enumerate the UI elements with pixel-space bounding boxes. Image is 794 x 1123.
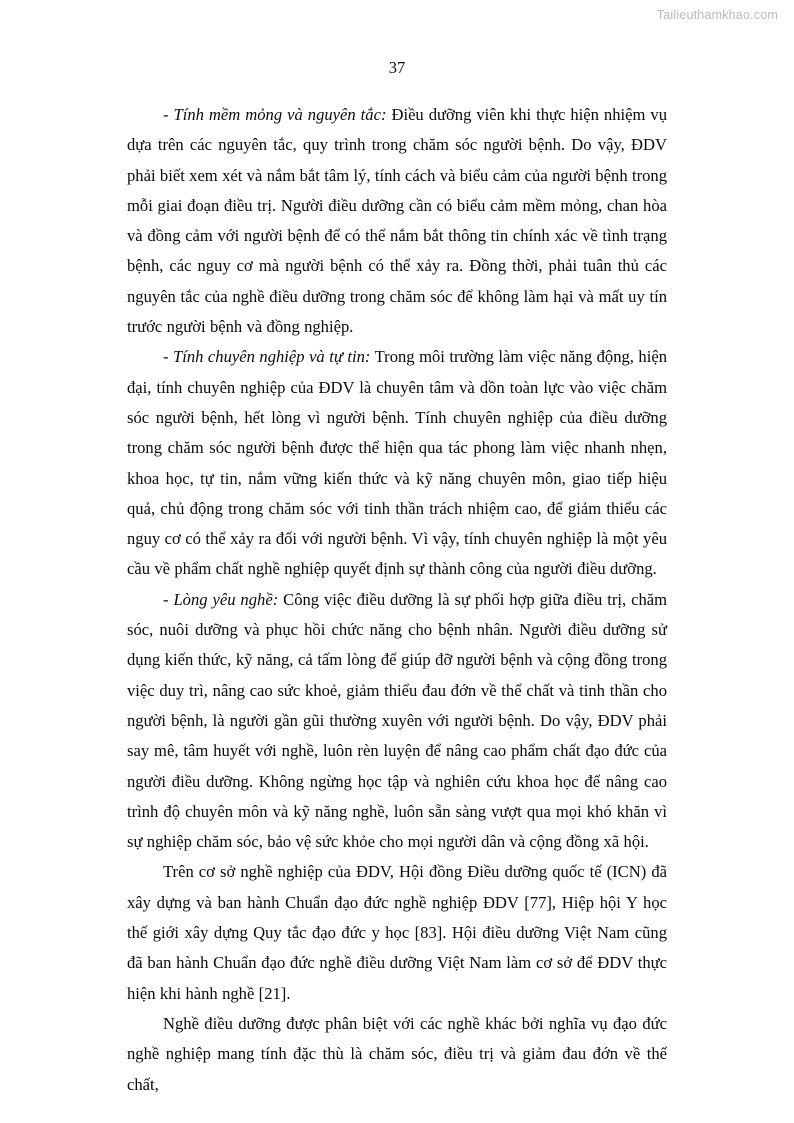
paragraph-dash: -	[163, 589, 174, 609]
paragraph	[127, 585, 667, 858]
paragraph-text: Nghề điều dưỡng được phân biệt với các nghề khác bởi nghĩa vụ đạo đức nghề nghiệp mang tính đặc thù là chăm sóc, điều trị và giảm đau đớn về thể chất,	[127, 1013, 667, 1094]
watermark: Tailieuthamkhao.com	[656, 8, 778, 22]
paragraph	[127, 1009, 667, 1100]
paragraph-dash: -	[163, 105, 174, 124]
paragraph-dash: -	[163, 347, 174, 367]
paragraph-lead: Tính chuyên nghiệp và tự tin:	[173, 347, 371, 367]
paragraph-text: Trên cơ sở nghề nghiệp của ĐDV, Hội đồng Điều dưỡng quốc tế (ICN) đã xây dựng và ban hành Chuẩn đạo đức nghề nghiệp ĐDV [77], Hiệp hội Y học thế giới xây dựng Quy tắc đạo đức y học [83]. Hội điều dưỡng Việt Nam cũng đã ban hành Chuẩn đạo đức nghề điều dưỡng Việt Nam làm cơ sở để ĐDV thực hiện khi hành nghề [21].	[127, 862, 667, 1003]
paragraph-text: Điều dưỡng viên khi thực hiện nhiệm vụ dựa trên các nguyên tắc, quy trình trong chăm sóc người bệnh. Do vậy, ĐDV phải biết xem xét và nắm bắt tâm lý, tính cách và biểu cảm của người bệnh trong mỗi giai đoạn điều trị. Người điều dưỡng cần có biểu cảm mềm mỏng, chan hòa và đồng cảm với người bệnh để có thể nắm bắt thông tin chính xác về tình trạng bệnh, các nguy cơ mà người bệnh có thể xảy ra. Đồng thời, phải tuân thủ các nguyên tắc của nghề điều dưỡng trong chăm sóc để không làm hại và mất uy tín trước người bệnh và đồng nghiệp.	[127, 105, 668, 337]
paragraph	[127, 857, 667, 1008]
paragraph-text: Trong môi trường làm việc năng động, hiện đại, tính chuyên nghiệp của ĐDV là chuyên tâm và dồn toàn lực vào việc chăm sóc người bệnh, hết lòng vì người bệnh. Tính chuyên nghiệp của điều dưỡng trong chăm sóc người bệnh được thể hiện qua tác phong làm việc nhanh nhẹn, khoa học, tự tin, nắm vững kiến thức và kỹ năng chuyên môn, giao tiếp hiệu quả, chủ động trong chăm sóc với tinh thần trách nhiệm cao, để giảm thiểu các nguy cơ có thể xảy ra đối với người bệnh. Vì vậy, tính chuyên nghiệp là một yêu cầu về phẩm chất nghề nghiệp quyết định sự thành công của người điều dưỡng.	[127, 347, 667, 579]
page-body	[127, 100, 667, 1100]
paragraph-lead: Lòng yêu nghề:	[173, 589, 279, 609]
paragraph	[127, 100, 667, 342]
paragraph-text: Công việc điều dưỡng là sự phối hợp giữa điều trị, chăm sóc, nuôi dưỡng và phục hồi chức năng cho bệnh nhân. Người điều dưỡng sử dụng kiến thức, kỹ năng, cả tấm lòng để giúp đỡ người bệnh và cộng đồng trong việc duy trì, nâng cao sức khoẻ, giảm thiểu đau đớn về thể chất và tinh thần cho người bệnh, là người gần gũi thường xuyên với người bệnh. Do vậy, ĐDV phải say mê, tâm huyết với nghề, luôn rèn luyện để nâng cao phẩm chất đạo đức của người điều dưỡng. Không ngừng học tập và nghiên cứu khoa học để nâng cao trình độ chuyên môn và kỹ năng nghề, luôn sẵn sàng vượt qua mọi khó khăn vì sự nghiệp chăm sóc, bảo vệ sức khỏe cho mọi người dân và cộng đồng xã hội.	[127, 589, 668, 852]
paragraph-lead: Tính mềm mỏng và nguyên tắc:	[173, 105, 387, 124]
paragraph	[127, 342, 667, 584]
page-number: 37	[388, 58, 406, 77]
